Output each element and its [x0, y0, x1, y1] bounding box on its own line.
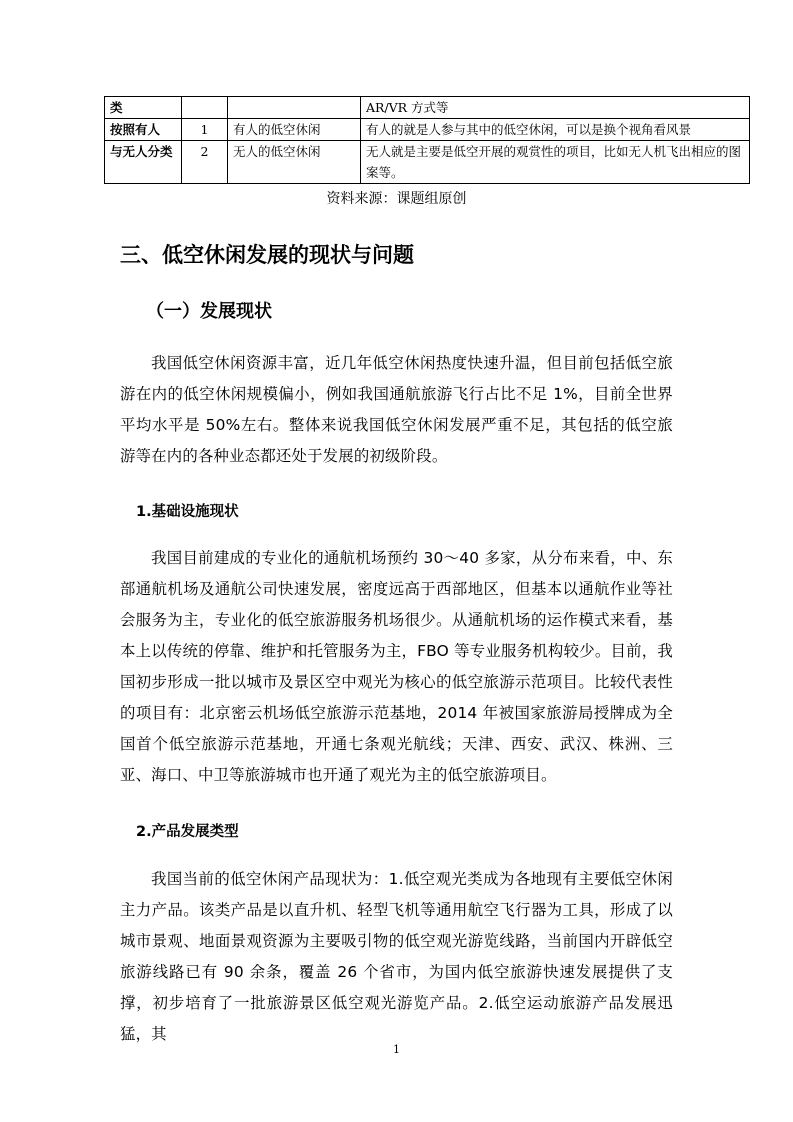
table-cell: 无人的低空休闲	[228, 141, 361, 184]
table-cell: AR/VR 方式等	[361, 97, 750, 119]
heading-infrastructure: 1.基础设施现状	[136, 504, 239, 520]
section-heading: 三、低空休闲发展的现状与问题	[120, 243, 414, 267]
table-cell: 1	[182, 119, 228, 141]
table-cell	[182, 97, 228, 119]
table-cell: 无人就是主要是低空开展的观赏性的项目，比如无人机飞出相应的图案等。	[361, 141, 750, 184]
subsection-heading: （一）发展现状	[146, 301, 272, 322]
table-row	[105, 141, 750, 184]
table-row	[105, 119, 750, 141]
table-source-note: 资料来源：课题组原创	[326, 191, 467, 207]
table-cell: 有人的低空休闲	[228, 119, 361, 141]
table-cell: 类	[105, 97, 182, 119]
heading-products: 2.产品发展类型	[136, 824, 239, 840]
page-number: 1	[393, 1043, 400, 1056]
classification-table	[104, 96, 750, 184]
table-cell: 与无人分类	[105, 141, 182, 184]
paragraph-overview: 我国低空休闲资源丰富，近几年低空休闲热度快速升温，但目前包括低空旅游在内的低空休闲规模偏小，例如我国通航旅游飞行占比不足 1%，目前全世界平均水平是 50%左右。整体来说我国低空休闲发展严重不足，其包括的低空旅游等在内的各种业态都还处于发展的初级阶段。	[120, 354, 673, 465]
table-cell: 有人的就是人参与其中的低空休闲，可以是换个视角看风景	[361, 119, 750, 141]
table-cell: 2	[182, 141, 228, 184]
table-cell	[228, 97, 361, 119]
table-row	[105, 97, 750, 119]
paragraph-products: 我国当前的低空休闲产品现状为：1.低空观光类成为各地现有主要低空休闲主力产品。该类产品是以直升机、轻型飞机等通用航空飞行器为工具，形成了以城市景观、地面景观资源为主要吸引物的低空观光游览线路，当前国内开辟低空旅游线路已有 90 余条，覆盖 26 个省市，为国内低空旅游快速发展提供了支撑，初步培育了一批旅游景区低空观光游览产品。2.低空运动旅游产品发展迅猛，其	[120, 870, 673, 1043]
table-cell: 按照有人	[105, 119, 182, 141]
paragraph-infrastructure: 我国目前建成的专业化的通航机场预约 30～40 多家，从分布来看，中、东部通航机场及通航公司快速发展，密度远高于西部地区，但基本以通航作业等社会服务为主，专业化的低空旅游服务机场很少。从通航机场的运作模式来看，基本上以传统的停靠、维护和托管服务为主，FBO 等专业服务机构较少。目前，我国初步形成一批以城市及景区空中观光为核心的低空旅游示范项目。比较代表性的项目有：北京密云机场低空旅游示范基地，2014 年被国家旅游局授牌成为全国首个低空旅游示范基地，开通七条观光航线；天津、西安、武汉、株洲、三亚、海口、中卫等旅游城市也开通了观光为主的低空旅游项目。	[120, 549, 673, 784]
